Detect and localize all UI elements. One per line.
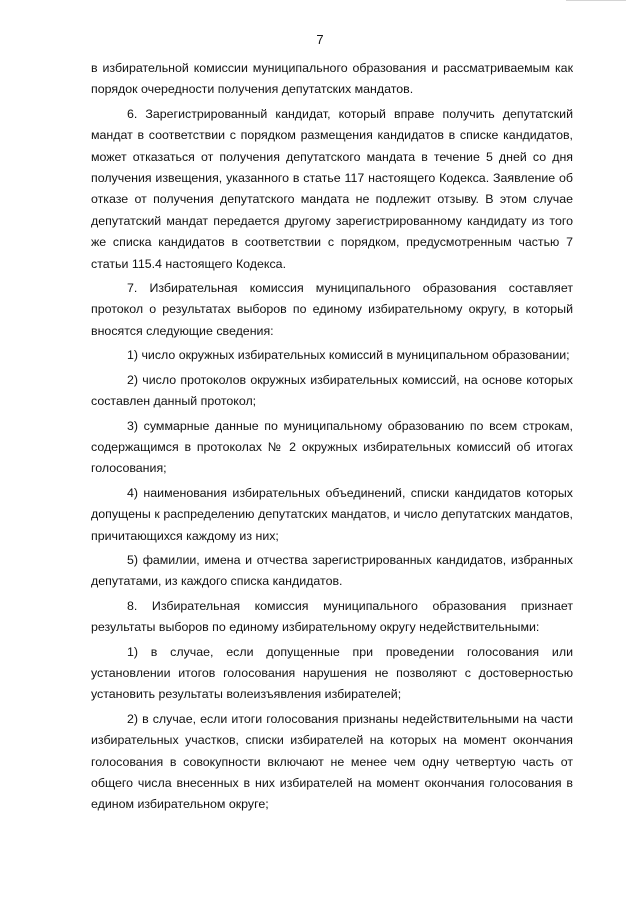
page-number: 7 [316, 32, 324, 47]
subitem-7-2: 2) число протоколов окружных избирательных комиссий, на основе которых составлен данный протокол; [91, 372, 573, 409]
document-body [91, 58, 573, 819]
subitem-7-3: 3) суммарные данные по муниципальному образованию по всем строкам, содержащимся в протоколах № 2 окружных избирательных комиссий об итогах голосования; [91, 418, 573, 476]
subitem-7-4: 4) наименования избирательных объединений, списки кандидатов которых допущены к распределению депутатских мандатов, и число депутатских мандатов, причитающихся каждому из них; [91, 485, 573, 543]
scan-edge-mark [566, 0, 626, 5]
subitem-8-2: 2) в случае, если итоги голосования признаны недействительными на части избирательных участков, списки избирателей на которых на момент окончания голосования в совокупности включают не менее чем одну четвертую часть от общего числа внесенных в них избирателей на момент окончания голосования в едином избирательном округе; [91, 711, 573, 812]
paragraph-continuation: в избирательной комиссии муниципального образования и рассматриваемым как порядок очередности получения депутатских мандатов. [91, 61, 573, 97]
subitem-7-5: 5) фамилии, имена и отчества зарегистрированных кандидатов, избранных депутатами, из каждого списка кандидатов. [91, 552, 573, 589]
paragraph-item-7: 7. Избирательная комиссия муниципального образования составляет протокол о результатах выборов по единому избирательному округу, в который вносятся следующие сведения: [91, 281, 573, 338]
paragraph-item-6: 6. Зарегистрированный кандидат, который вправе получить депутатский мандат в соответствии с порядком размещения кандидатов в списке кандидатов, может отказаться от получения депутатского мандата в течение 5 дней со дня получения извещения, указанного в статье 117 настоящего Кодекса. Заявление об отказе от получения депутатского мандата не подлежит отзыву. В этом случае депутатский мандат передается другому зарегистрированному кандидату из того же списка кандидатов в соответствии с порядком, предусмотренным частью 7 статьи 115.4 настоящего Кодекса. [91, 106, 573, 271]
subitem-8-1: 1) в случае, если допущенные при проведении голосования или установлении итогов голосования нарушения не позволяют с достоверностью установить результаты волеизъявления избирателей; [91, 644, 573, 702]
subitem-7-1: 1) число окружных избирательных комиссий в муниципальном образовании; [127, 348, 570, 363]
paragraph-item-8: 8. Избирательная комиссия муниципального образования признает результаты выборов по единому избирательному округу недействительными: [91, 598, 573, 635]
